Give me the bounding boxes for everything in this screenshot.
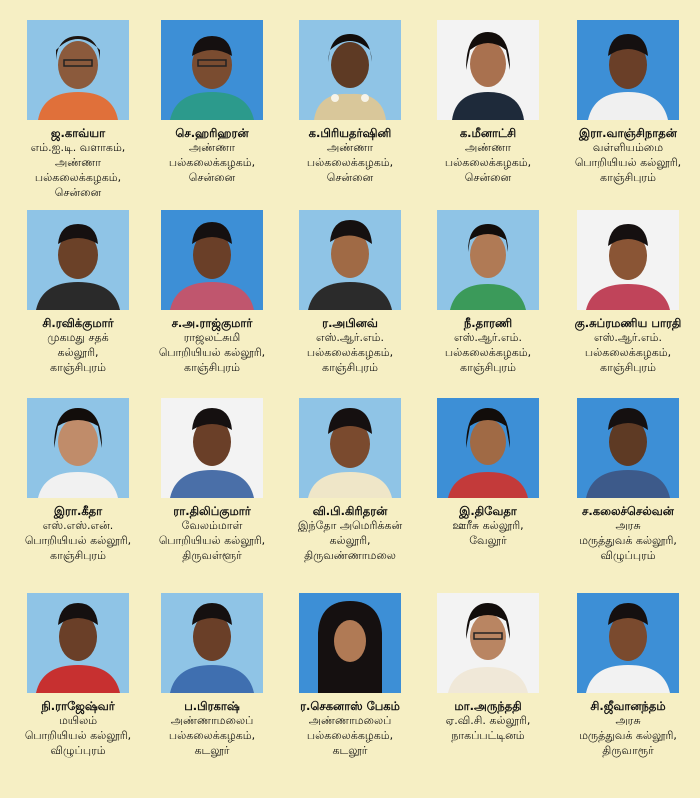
person-photo [437,593,539,693]
institution-line: பல்கலைக்கழகம், [306,156,394,169]
institution-line: வேலூர் [469,534,507,547]
person-photo [577,398,679,498]
institution-line: மருத்துவக் கல்லூரி, [579,729,677,742]
person-name: நி.ராஜேஷ்வர் [41,699,115,713]
institution-line: திருவண்ணாமலை [304,549,396,562]
person-card [558,20,698,185]
person-card [280,398,420,563]
institution-line: காஞ்சிபுரம் [600,361,656,374]
person-name: இரா.கீதா [53,504,103,518]
institution-line: ராஜலட்சுமி [183,331,241,344]
person-card [142,398,282,563]
person-photo [577,593,679,693]
person-name: ச.கலைச்செல்வன் [582,504,674,518]
institution-line: அண்ணாமலைப் [308,714,392,727]
institution-line: இந்தோ அமெரிக்கன் [297,519,403,532]
institution-line: திருவள்ளூர் [182,549,242,562]
institution-line: பொறியியல் கல்லூரி, [574,156,682,169]
person-name: கு.சுப்ரமணிய பாரதி [574,316,682,330]
institution-line: எஸ்.ஆர்.எம். [594,331,662,344]
institution-line: அரசு [615,519,641,532]
institution-line: வேலம்மாள் [181,519,243,532]
institution-line: எஸ்.எஸ்.என். [42,519,114,532]
person-photo [161,593,263,693]
person-photo [299,20,401,120]
institution-line: பல்கலைக்கழகம், [306,729,394,742]
institution-line: பல்கலைக்கழகம், [584,346,672,359]
institution-line: நாகப்பட்டினம் [451,729,525,742]
institution-line: அண்ணா [327,141,373,154]
person-name: ரா.திலிப்குமார் [173,504,251,518]
institution-line: கடலூர் [332,744,368,757]
institution-line: பல்கலைக்கழகம், [306,346,394,359]
institution-line: கல்லூரி, [329,534,371,547]
person-name: ர.செகனாஸ் பேகம் [300,699,400,713]
person-card [558,593,698,758]
institution-line: காஞ்சிபுரம் [50,361,106,374]
person-card [280,20,420,185]
person-photo [437,398,539,498]
person-card [8,210,148,375]
person-name: இரா.வாஞ்சிநாதன் [579,126,677,140]
person-name: ஜ.காவ்யா [50,126,106,140]
institution-line: திருவாரூர் [602,744,654,757]
person-photo [161,210,263,310]
institution-line: அண்ணா [55,156,101,169]
institution-line: அண்ணா [465,141,511,154]
person-card [558,210,698,375]
institution-line: மருத்துவக் கல்லூரி, [579,534,677,547]
person-card [142,593,282,758]
person-card [8,593,148,758]
person-name: ர.அபினவ் [322,316,378,330]
person-name: செ.ஹரிஹரன் [175,126,249,140]
institution-line: காஞ்சிபுரம் [600,171,656,184]
institution-line: மயிலம் [58,714,98,727]
institution-line: பல்கலைக்கழகம், [444,346,532,359]
person-name: ப.பிரகாஷ் [184,699,240,713]
person-name: க.மீனாட்சி [459,126,517,140]
person-card [8,398,148,563]
institution-line: ஏ.வி.சி. கல்லூரி, [445,714,531,727]
institution-line: சென்னை [54,186,102,199]
institution-line: அண்ணா [189,141,235,154]
institution-line: சென்னை [326,171,374,184]
person-card [280,593,420,758]
institution-line: அண்ணாமலைப் [170,714,254,727]
person-photo [437,20,539,120]
institution-line: பல்கலைக்கழகம், [34,171,122,184]
institution-line: பொறியியல் கல்லூரி, [158,346,266,359]
person-card [8,20,148,200]
person-card [142,20,282,185]
institution-line: ஊரீசு கல்லூரி, [452,519,524,532]
person-photo [299,593,401,693]
institution-line: எஸ்.ஆர்.எம். [316,331,384,344]
person-photo [577,210,679,310]
person-photo [27,593,129,693]
institution-line: முகமது சதக் [47,331,109,344]
institution-line: பல்கலைக்கழகம், [168,156,256,169]
person-photo [161,398,263,498]
institution-line: அரசு [615,714,641,727]
institution-line: காஞ்சிபுரம் [184,361,240,374]
person-name: சி.ஜீவானந்தம் [590,699,666,713]
person-photo [27,20,129,120]
person-card [558,398,698,563]
person-photo [437,210,539,310]
person-name: வி.பி.கிரிதரன் [312,504,388,518]
person-name: ச.அ.ராஜ்குமார் [171,316,253,330]
institution-line: சென்னை [464,171,512,184]
institution-line: காஞ்சிபுரம் [322,361,378,374]
person-card [418,210,558,375]
person-card [418,20,558,185]
institution-line: காஞ்சிபுரம் [50,549,106,562]
institution-line: கல்லூரி, [57,346,99,359]
person-photo [299,210,401,310]
institution-line: பொறியியல் கல்லூரி, [24,534,132,547]
institution-line: விழுப்புரம் [50,744,106,757]
institution-line: பொறியியல் கல்லூரி, [24,729,132,742]
institution-line: எஸ்.ஆர்.எம். [454,331,522,344]
institution-line: பொறியியல் கல்லூரி, [158,534,266,547]
person-name: க.பிரியதர்ஷினி [308,126,392,140]
institution-line: கடலூர் [194,744,230,757]
institution-line: பல்கலைக்கழகம், [168,729,256,742]
institution-line: விழுப்புரம் [600,549,656,562]
person-card [142,210,282,375]
person-card [418,398,558,548]
institution-line: எம்.ஐ.டி. வளாகம், [30,141,126,154]
person-name: சி.ரவிக்குமார் [42,316,114,330]
institution-line: காஞ்சிபுரம் [460,361,516,374]
person-photo [27,210,129,310]
institution-line: வள்ளியம்மை [592,141,664,154]
institution-line: பல்கலைக்கழகம், [444,156,532,169]
person-photo [161,20,263,120]
person-name: மா.அருந்ததி [454,699,522,713]
person-photo [27,398,129,498]
person-photo [577,20,679,120]
person-name: நீ.தாரணி [463,316,513,330]
person-photo [299,398,401,498]
institution-line: சென்னை [188,171,236,184]
person-card [418,593,558,743]
person-card [280,210,420,375]
person-name: இ.திவேதா [459,504,517,518]
